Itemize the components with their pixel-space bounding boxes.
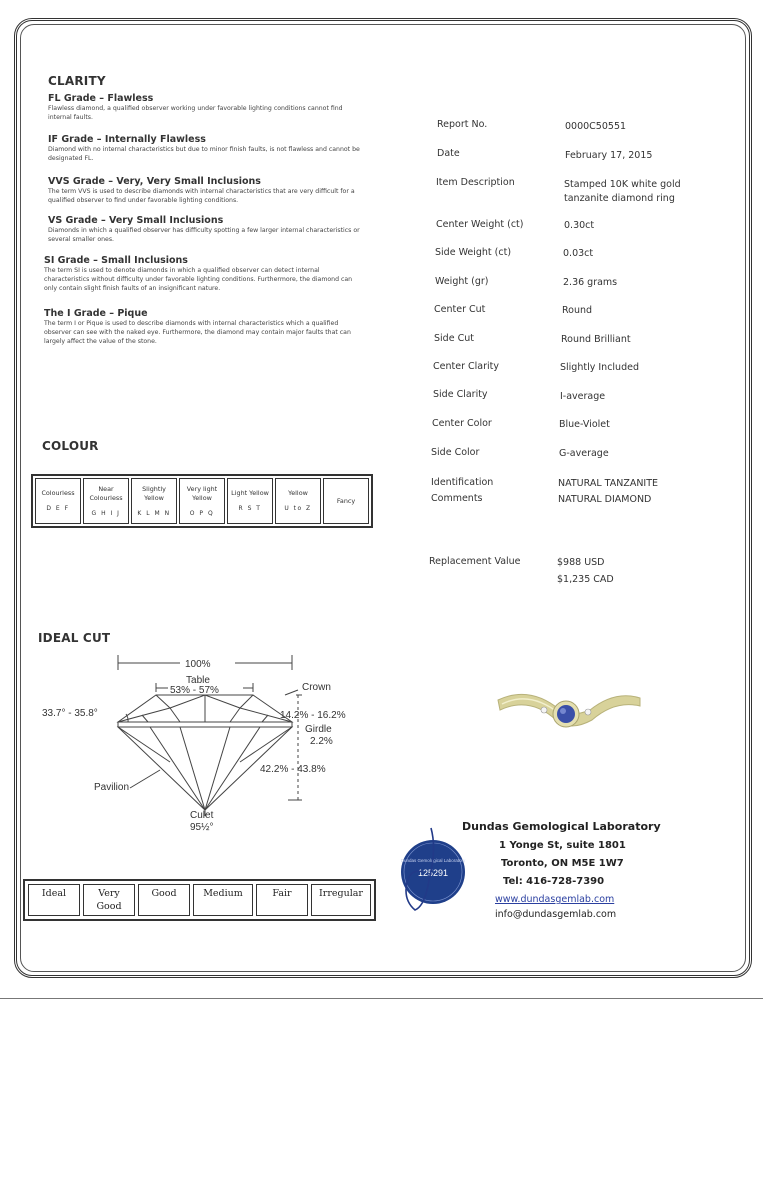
side-diamond <box>541 707 547 713</box>
colour-name: Light Yellow <box>231 489 269 497</box>
diamond-outline <box>118 655 302 816</box>
report-value: Blue-Violet <box>559 419 610 430</box>
report-label: Report No. <box>437 119 488 130</box>
replacement-cad: $1,235 CAD <box>557 574 614 585</box>
crown-label: Crown <box>302 682 331 693</box>
report-label: Center Color <box>432 418 492 429</box>
report-label: Side Color <box>431 447 480 458</box>
table-label: Table <box>186 675 210 686</box>
report-label: Identification Comments <box>431 477 494 504</box>
grade-description: Diamonds in which a qualified observer has difficulty spotting a few larger internal characteristics or several smaller ones. <box>48 227 360 243</box>
grade-title: The I Grade – Pique <box>44 308 148 319</box>
colour-cell-light-yellow <box>227 478 273 524</box>
clarity-grade-i <box>44 308 364 346</box>
pavilion-facet <box>205 727 260 810</box>
report-value: G-average <box>559 448 609 459</box>
pavilion-facet <box>150 727 205 810</box>
colour-name: Yellow <box>288 489 308 497</box>
cut-grade-fair: Fair <box>256 884 308 916</box>
lab-phone: Tel: 416-728-7390 <box>503 876 605 887</box>
grade-title: IF Grade – Internally Flawless <box>48 134 206 145</box>
pavilion-facet <box>240 727 292 762</box>
ideal-cut-heading: IDEAL CUT <box>38 631 111 645</box>
crown-pointer <box>285 690 298 695</box>
colour-scale-table <box>31 474 373 528</box>
cut-grade-very-good: Very Good <box>83 884 135 916</box>
page-divider <box>0 998 763 999</box>
colour-heading: COLOUR <box>42 439 99 453</box>
colour-grades: U to Z <box>284 505 312 512</box>
cut-grade-medium: Medium <box>193 884 253 916</box>
report-label: Side Clarity <box>433 389 488 400</box>
crown-angle-label: 33.7° - 35.8° <box>42 708 98 719</box>
report-value: I-average <box>560 391 606 402</box>
grade-title: FL Grade – Flawless <box>48 93 154 104</box>
lab-website-link[interactable]: www.dundasgemlab.com <box>495 894 615 905</box>
cut-grade-ideal: Ideal <box>28 884 80 916</box>
report-value: Slightly Included <box>560 362 639 373</box>
seal-number: 125291 <box>417 868 449 878</box>
lab-name: Dundas Gemological Laboratory <box>462 820 661 833</box>
report-label: Item Description <box>436 177 515 188</box>
diamond-girdle <box>118 722 292 727</box>
crown-facet <box>142 715 148 722</box>
cut-grade-irregular: Irregular <box>311 884 371 916</box>
report-value: 0.30ct <box>564 220 595 231</box>
culet-label: Culet <box>190 810 214 821</box>
pavilion-pointer <box>130 770 160 788</box>
grade-title: SI Grade – Small Inclusions <box>44 255 188 266</box>
grade-description: Diamond with no internal characteristics but due to minor finish faults, is not flawless and cannot be designated FL. <box>48 146 360 162</box>
report-value: Stamped 10K white gold tanzanite diamond ring <box>564 179 681 204</box>
colour-cell-near-colourless <box>83 478 129 524</box>
replacement-usd: $988 USD <box>557 557 605 568</box>
report-value: 0.03ct <box>563 248 594 259</box>
colour-grades: D E F <box>46 505 70 512</box>
cut-grade-table <box>23 879 376 921</box>
clarity-grade-vvs <box>48 176 368 205</box>
ring-photo <box>490 670 650 750</box>
colour-cell-yellow <box>275 478 321 524</box>
diamond-proportions-diagram <box>30 650 360 840</box>
report-value: February 17, 2015 <box>565 150 653 161</box>
width-label: 100% <box>185 659 211 670</box>
report-value: NATURAL TANZANITE NATURAL DIAMOND <box>558 478 659 505</box>
report-label: Side Weight (ct) <box>435 247 512 258</box>
colour-grades: K L M N <box>137 509 171 517</box>
colour-name: Near Colourless <box>89 484 123 502</box>
side-diamond <box>585 709 591 715</box>
report-value: Round Brilliant <box>561 334 631 345</box>
crown-height-label: 14.2% - 16.2% <box>280 710 346 721</box>
clarity-grade-if <box>48 134 368 163</box>
report-value: 2.36 grams <box>563 277 618 288</box>
report-label: Weight (gr) <box>435 276 489 287</box>
clarity-heading: CLARITY <box>48 74 106 88</box>
report-label: Date <box>437 148 460 159</box>
pavilion-facet <box>118 727 170 762</box>
colour-grades: G H I J <box>91 509 121 517</box>
replacement-label: Replacement Value <box>429 556 521 567</box>
pavilion-depth-label: 42.2% - 43.8% <box>260 764 326 775</box>
colour-grades: O P Q <box>189 509 215 517</box>
clarity-grade-vs <box>48 215 368 244</box>
girdle-label: Girdle <box>305 724 332 735</box>
grade-title: VS Grade – Very Small Inclusions <box>48 215 224 226</box>
lab-seal <box>385 820 475 920</box>
lab-city: Toronto, ON M5E 1W7 <box>501 858 624 869</box>
colour-name: Fancy <box>336 496 356 505</box>
seal-text-top: Dundas Gemological Laboratory <box>400 858 466 863</box>
report-label: Side Cut <box>434 333 474 344</box>
colour-name: Colourless <box>41 489 75 497</box>
colour-grades: R S T <box>238 505 262 512</box>
colour-cell-slightly-yellow <box>131 478 177 524</box>
colour-cell-colourless <box>35 478 81 524</box>
crown-facet <box>230 708 240 722</box>
grade-title: VVS Grade – Very, Very Small Inclusions <box>48 176 261 187</box>
stone-highlight <box>560 708 566 714</box>
culet-value: 95½° <box>190 822 214 833</box>
colour-cell-fancy <box>323 478 369 524</box>
crown-facet <box>170 695 253 708</box>
report-value: 0000C50551 <box>565 121 627 132</box>
grade-description: The term VVS is used to describe diamonds with internal characteristics that are very difficult for a qualified observer to find under favorable lighting conditions. <box>48 188 355 204</box>
report-label: Center Weight (ct) <box>436 219 524 230</box>
colour-cell-very-light-yellow <box>179 478 225 524</box>
grade-description: Flawless diamond, a qualified observer working under favorable lighting conditions cannot find internal faults. <box>48 105 343 121</box>
grade-description: The term I or Pique is used to describe diamonds with internal characteristics which a qualified observer can see with the naked eye. Furthermore, the diamond may contain major faults that can largely affect the value of the stone. <box>44 320 351 345</box>
report-value: Round <box>562 305 593 316</box>
table-range: 53% - 57% <box>170 685 219 696</box>
clarity-grade-fl <box>48 93 368 122</box>
crown-facet <box>170 708 180 722</box>
crown-facet <box>262 715 268 722</box>
report-label: Center Cut <box>434 304 486 315</box>
lab-email[interactable]: info@dundasgemlab.com <box>495 909 617 920</box>
tanzanite-stone <box>557 705 575 723</box>
cut-grade-good: Good <box>138 884 190 916</box>
colour-name: Very light Yellow <box>186 484 218 502</box>
grade-description: The term SI is used to denote diamonds in which a qualified observer can detect internal characteristics without difficulty under favorable lighting conditions. Furthermore, the diamond can only contain slight finish faults of an insignificant nature. <box>44 267 353 292</box>
pavilion-label: Pavilion <box>94 782 130 793</box>
report-label: Center Clarity <box>433 361 499 372</box>
girdle-value: 2.2% <box>310 736 333 747</box>
clarity-grade-si <box>44 255 364 293</box>
colour-name: Slightly Yellow <box>142 484 166 502</box>
lab-address: 1 Yonge St, suite 1801 <box>499 840 626 851</box>
